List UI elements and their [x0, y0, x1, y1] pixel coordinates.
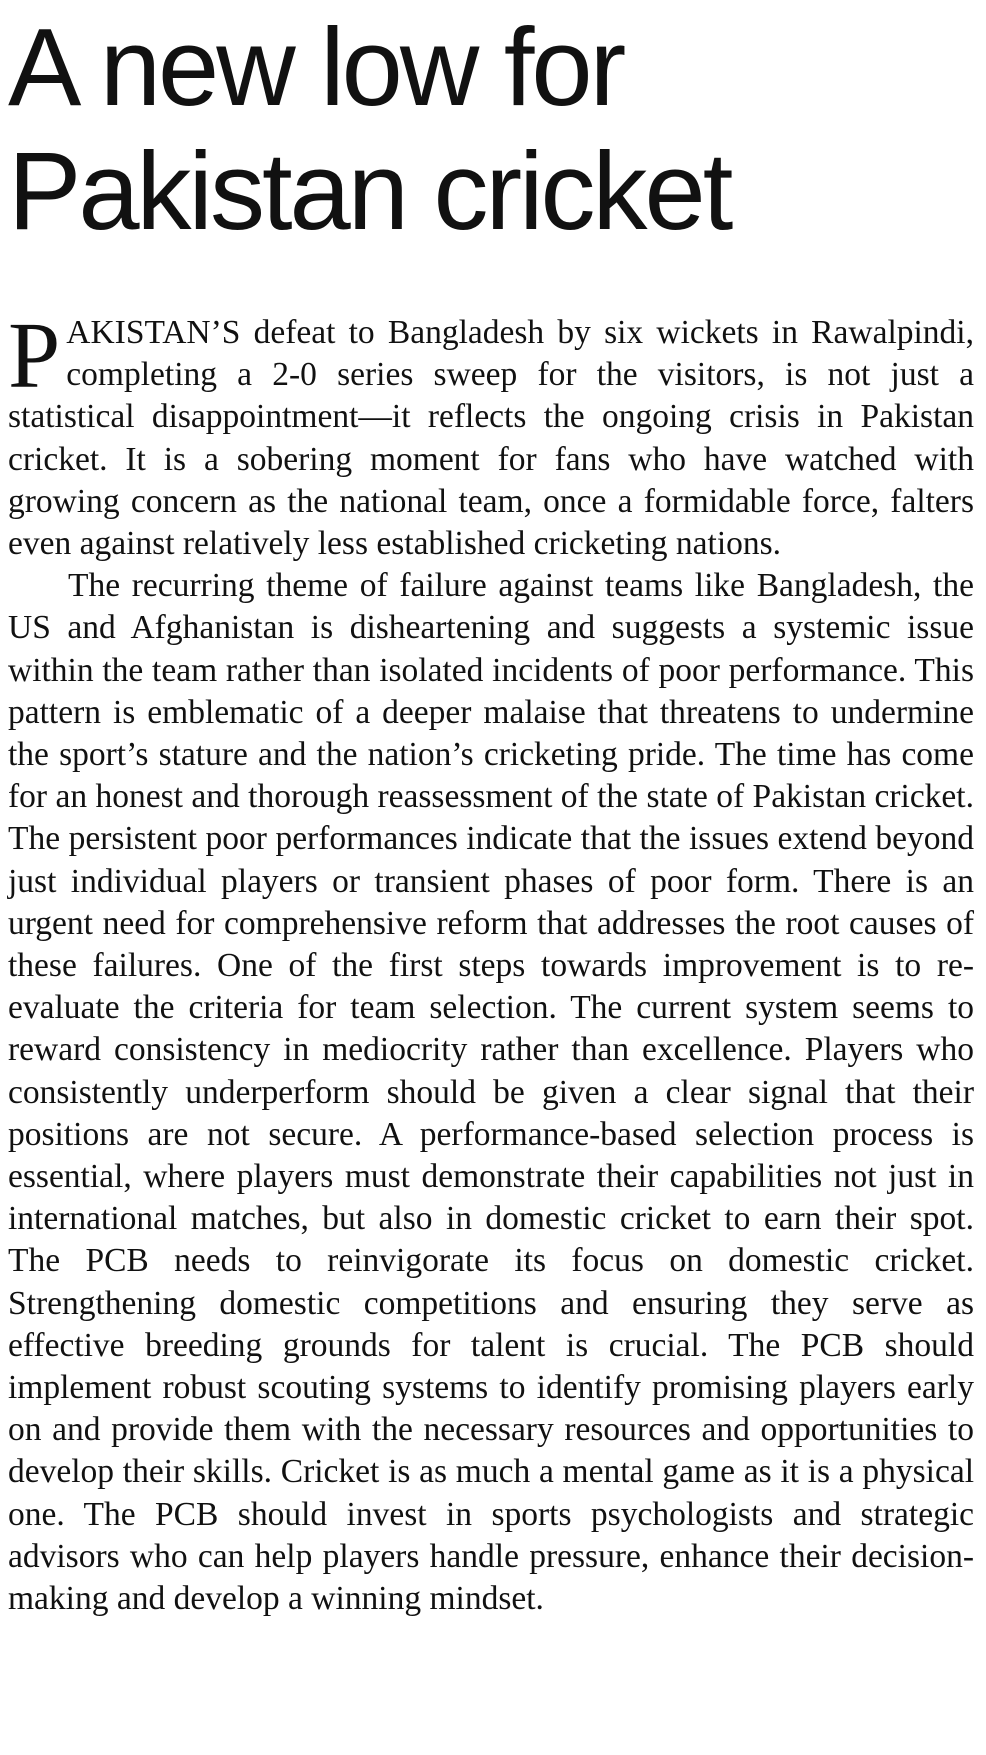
paragraph-1 [8, 304, 974, 565]
headline-line-2: Pakistan cricket [8, 130, 731, 253]
paragraph-1-text: AKISTAN’S defeat to Bangladesh by six wickets in Rawalpindi, completing a 2-0 series sweep for the visitors, is not just a statistical disappointment—it reflects the ongoing crisis in Pakistan cricket. It is a sobering moment for fans who have watched with growing concern as the national team, once a formidable force, falters even against relatively less established cricketing nations. [8, 314, 974, 563]
drop-cap: P [8, 304, 61, 408]
headline-line-1: A new low for [8, 6, 624, 129]
article-body [8, 304, 974, 1620]
editorial-article [8, 0, 974, 1620]
headline [8, 6, 974, 254]
paragraph-2: The recurring theme of failure against teams like Bangladesh, the US and Afghanistan is disheartening and suggests a systemic issue within the team rather than isolated incidents of poor performance. This pattern is emblematic of a deeper malaise that threatens to undermine the sport’s stature and the nation’s cricketing pride. The time has come for an honest and thorough reassessment of the state of Pakistan cricket. The persistent poor performances indicate that the issues extend beyond just individual players or transient phases of poor form. There is an urgent need for comprehensive reform that addresses the root causes of these failures. One of the first steps towards improvement is to re-evaluate the criteria for team selection. The current system seems to reward consistency in mediocrity rather than excellence. Players who consistently underperform should be given a clear signal that their positions are not secure. A performance-based selection process is essential, where players must demonstrate their capabilities not just in international matches, but also in domestic cricket to earn their spot. The PCB needs to reinvigorate its focus on domestic cricket. Strengthening domestic competitions and ensuring they serve as effective breeding grounds for talent is crucial. The PCB should implement robust scouting systems to identify promising players early on and provide them with the necessary resources and opportunities to develop their skills. Cricket is as much a mental game as it is a physical one. The PCB should invest in sports psychologists and strategic advisors who can help players handle pressure, enhance their decision-making and develop a winning mindset. [8, 567, 974, 1618]
